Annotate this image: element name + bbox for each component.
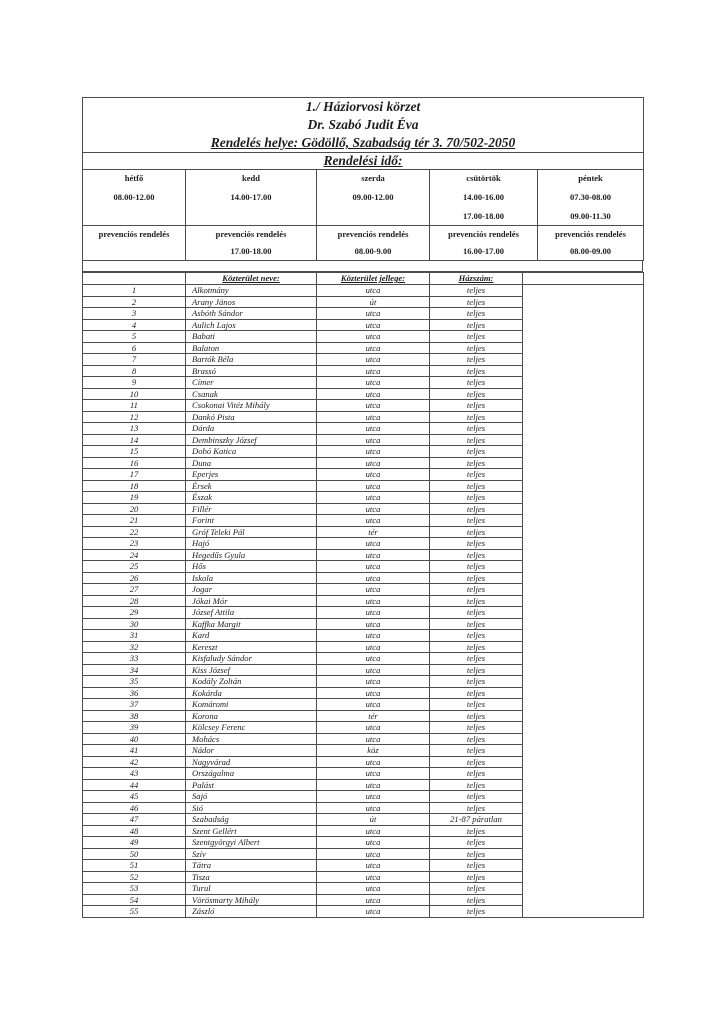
day-time-2 xyxy=(83,211,185,221)
street-type: utca xyxy=(317,860,430,872)
street-row-number: 21 xyxy=(83,515,186,527)
day-time-2: 17.00-18.00 xyxy=(462,211,505,221)
street-housenumber: teljes xyxy=(430,618,523,630)
street-name: Turul xyxy=(186,883,317,895)
street-type: utca xyxy=(317,503,430,515)
prevention-label: prevenciós rendelés xyxy=(448,229,519,239)
street-type: utca xyxy=(317,825,430,837)
street-name: Babati xyxy=(186,331,317,343)
street-type: utca xyxy=(317,411,430,423)
street-housenumber: teljes xyxy=(430,354,523,366)
street-housenumber: teljes xyxy=(430,561,523,573)
day-time-2: 09.00-11.30 xyxy=(570,211,611,221)
street-name: Iskola xyxy=(186,572,317,584)
street-type: utca xyxy=(317,331,430,343)
street-row-number: 42 xyxy=(83,756,186,768)
street-type: utca xyxy=(317,446,430,458)
prevention-cell-monday xyxy=(83,226,186,261)
street-name: Aulich Lajos xyxy=(186,319,317,331)
street-housenumber: teljes xyxy=(430,848,523,860)
street-housenumber: teljes xyxy=(430,296,523,308)
street-housenumber: teljes xyxy=(430,779,523,791)
day-times-row xyxy=(83,170,644,226)
street-housenumber: teljes xyxy=(430,676,523,688)
street-row-number: 46 xyxy=(83,802,186,814)
prevention-time: 08.00-09.00 xyxy=(569,246,612,256)
street-type: utca xyxy=(317,618,430,630)
street-row-number: 15 xyxy=(83,446,186,458)
street-name: Kodály Zoltán xyxy=(186,676,317,688)
street-row-number: 35 xyxy=(83,676,186,688)
street-housenumber: teljes xyxy=(430,906,523,918)
street-type: utca xyxy=(317,607,430,619)
street-name: Csanak xyxy=(186,388,317,400)
street-row-number: 52 xyxy=(83,871,186,883)
schedule-title: Rendelési idő: xyxy=(323,153,403,168)
street-type: utca xyxy=(317,894,430,906)
street-housenumber: teljes xyxy=(430,549,523,561)
street-name: Forint xyxy=(186,515,317,527)
street-type: utca xyxy=(317,722,430,734)
prevention-label: prevenciós rendelés xyxy=(215,229,287,239)
street-type: utca xyxy=(317,779,430,791)
prevention-label: prevenciós rendelés xyxy=(98,229,170,239)
street-row-number: 12 xyxy=(83,411,186,423)
street-row-number: 43 xyxy=(83,768,186,780)
street-name: Komáromi xyxy=(186,699,317,711)
street-housenumber: teljes xyxy=(430,768,523,780)
street-row-number: 30 xyxy=(83,618,186,630)
street-type: utca xyxy=(317,319,430,331)
street-name: Eperjes xyxy=(186,469,317,481)
street-row-number: 11 xyxy=(83,400,186,412)
schedule-title-cell xyxy=(83,153,644,170)
empty-side-cell xyxy=(523,285,644,918)
street-row-number: 44 xyxy=(83,779,186,791)
street-type: utca xyxy=(317,848,430,860)
street-row-number: 17 xyxy=(83,469,186,481)
street-row-number: 5 xyxy=(83,331,186,343)
street-row-number: 45 xyxy=(83,791,186,803)
schedule-title-row xyxy=(83,153,644,170)
street-housenumber: teljes xyxy=(430,653,523,665)
street-name: Kereszt xyxy=(186,641,317,653)
district-title: 1./ Háziorvosi körzet xyxy=(305,99,421,114)
street-row-number: 41 xyxy=(83,745,186,757)
day-time-1: 14.00-16.00 xyxy=(462,192,505,202)
street-name: Országalma xyxy=(186,768,317,780)
street-housenumber: teljes xyxy=(430,423,523,435)
street-housenumber: teljes xyxy=(430,515,523,527)
day-name: kedd xyxy=(242,173,260,183)
street-type: utca xyxy=(317,492,430,504)
street-name: Dárda xyxy=(186,423,317,435)
street-type: utca xyxy=(317,733,430,745)
street-row-number: 49 xyxy=(83,837,186,849)
street-type: köz xyxy=(317,745,430,757)
header-row xyxy=(83,98,644,153)
street-row-number: 9 xyxy=(83,377,186,389)
street-housenumber: teljes xyxy=(430,883,523,895)
street-row-number: 36 xyxy=(83,687,186,699)
street-type: utca xyxy=(317,457,430,469)
office-address: Rendelés helye: Gödöllő, Szabadság tér 3. 70/502-2050 xyxy=(210,135,516,150)
day-cell-thursday xyxy=(430,170,538,226)
day-cell-monday xyxy=(83,170,186,226)
street-row-number: 28 xyxy=(83,595,186,607)
street-name: Arany János xyxy=(186,296,317,308)
street-name: Hajó xyxy=(186,538,317,550)
street-name: Szent Gellért xyxy=(186,825,317,837)
district-document xyxy=(82,97,643,918)
street-name: Bartók Béla xyxy=(186,354,317,366)
street-type: utca xyxy=(317,423,430,435)
street-header-housenumber: Házszám: xyxy=(430,273,523,285)
street-housenumber: teljes xyxy=(430,526,523,538)
street-housenumber: teljes xyxy=(430,871,523,883)
street-housenumber: teljes xyxy=(430,802,523,814)
street-type: utca xyxy=(317,630,430,642)
street-name: Kölcsey Ferenc xyxy=(186,722,317,734)
street-row-number: 14 xyxy=(83,434,186,446)
day-cell-friday xyxy=(538,170,644,226)
street-name: Gróf Teleki Pál xyxy=(186,526,317,538)
street-housenumber: teljes xyxy=(430,687,523,699)
street-type: tér xyxy=(317,710,430,722)
prevention-cell-thursday xyxy=(430,226,538,261)
header-cell xyxy=(83,98,644,153)
street-housenumber: teljes xyxy=(430,503,523,515)
day-name: szerda xyxy=(361,173,385,183)
street-type: utca xyxy=(317,595,430,607)
street-name: Szív xyxy=(186,848,317,860)
street-type: utca xyxy=(317,572,430,584)
street-name: Vörösmarty Mihály xyxy=(186,894,317,906)
street-name: Dankó Pista xyxy=(186,411,317,423)
street-type: út xyxy=(317,814,430,826)
street-housenumber: teljes xyxy=(430,365,523,377)
prevention-time xyxy=(83,246,185,256)
street-housenumber: teljes xyxy=(430,308,523,320)
street-row-number: 6 xyxy=(83,342,186,354)
street-housenumber: teljes xyxy=(430,538,523,550)
street-housenumber: teljes xyxy=(430,837,523,849)
street-row-number: 1 xyxy=(83,285,186,297)
street-housenumber: teljes xyxy=(430,722,523,734)
street-housenumber: teljes xyxy=(430,434,523,446)
street-type: utca xyxy=(317,653,430,665)
street-type: tér xyxy=(317,526,430,538)
street-type: utca xyxy=(317,802,430,814)
street-type: utca xyxy=(317,791,430,803)
street-type: utca xyxy=(317,377,430,389)
street-name: Jókai Mór xyxy=(186,595,317,607)
street-type: utca xyxy=(317,515,430,527)
street-row-number: 55 xyxy=(83,906,186,918)
street-row-number: 8 xyxy=(83,365,186,377)
street-name: Mohács xyxy=(186,733,317,745)
street-name: Tisza xyxy=(186,871,317,883)
prevention-cell-friday xyxy=(538,226,644,261)
street-type: utca xyxy=(317,308,430,320)
street-type: utca xyxy=(317,837,430,849)
street-type: utca xyxy=(317,354,430,366)
street-type: utca xyxy=(317,342,430,354)
street-row-number: 23 xyxy=(83,538,186,550)
street-housenumber: teljes xyxy=(430,630,523,642)
street-row-number: 20 xyxy=(83,503,186,515)
street-type: út xyxy=(317,296,430,308)
street-type: utca xyxy=(317,699,430,711)
street-row-number: 27 xyxy=(83,584,186,596)
day-time-1: 08.00-12.00 xyxy=(113,192,155,202)
street-type: utca xyxy=(317,434,430,446)
street-row-number: 39 xyxy=(83,722,186,734)
street-housenumber: teljes xyxy=(430,894,523,906)
street-housenumber: teljes xyxy=(430,400,523,412)
street-type: utca xyxy=(317,871,430,883)
street-row-number: 38 xyxy=(83,710,186,722)
street-type: utca xyxy=(317,664,430,676)
street-type: utca xyxy=(317,768,430,780)
street-name: Sió xyxy=(186,802,317,814)
street-row-number: 2 xyxy=(83,296,186,308)
street-housenumber: teljes xyxy=(430,607,523,619)
prevention-time: 16.00-17.00 xyxy=(462,246,505,256)
prevention-row xyxy=(83,226,644,261)
street-housenumber: teljes xyxy=(430,860,523,872)
street-name: Hős xyxy=(186,561,317,573)
street-housenumber: teljes xyxy=(430,331,523,343)
street-register-table xyxy=(82,272,644,918)
street-name: Dembinszky József xyxy=(186,434,317,446)
street-row-number: 48 xyxy=(83,825,186,837)
street-name: Szabadság xyxy=(186,814,317,826)
street-name: Brassó xyxy=(186,365,317,377)
street-row-number: 24 xyxy=(83,549,186,561)
street-type: utca xyxy=(317,480,430,492)
street-row xyxy=(83,285,644,297)
street-name: Kaffka Margit xyxy=(186,618,317,630)
street-row-number: 53 xyxy=(83,883,186,895)
street-name: Tátra xyxy=(186,860,317,872)
street-housenumber: teljes xyxy=(430,595,523,607)
day-name: péntek xyxy=(578,173,603,183)
street-housenumber: teljes xyxy=(430,825,523,837)
street-housenumber: 21-87 páratlan xyxy=(430,814,523,826)
street-name: Kiss József xyxy=(186,664,317,676)
street-name: Dobó Katica xyxy=(186,446,317,458)
street-housenumber: teljes xyxy=(430,572,523,584)
prevention-label: prevenciós rendelés xyxy=(337,229,409,239)
street-housenumber: teljes xyxy=(430,699,523,711)
street-housenumber: teljes xyxy=(430,584,523,596)
street-name: Palást xyxy=(186,779,317,791)
prevention-time: 08.00-9.00 xyxy=(354,246,392,256)
day-time-1: 09.00-12.00 xyxy=(352,192,394,202)
day-cell-tuesday xyxy=(186,170,317,226)
street-name: Jogar xyxy=(186,584,317,596)
street-row-number: 10 xyxy=(83,388,186,400)
street-housenumber: teljes xyxy=(430,664,523,676)
street-name: Szentgyörgyi Albert xyxy=(186,837,317,849)
street-name: Duna xyxy=(186,457,317,469)
street-type: utca xyxy=(317,687,430,699)
day-time-1: 14.00-17.00 xyxy=(230,192,272,202)
doctor-name: Dr. Szabó Judit Éva xyxy=(307,117,419,132)
street-header-number-blank xyxy=(83,273,186,285)
street-row-number: 34 xyxy=(83,664,186,676)
street-row-number: 4 xyxy=(83,319,186,331)
street-housenumber: teljes xyxy=(430,285,523,297)
street-housenumber: teljes xyxy=(430,745,523,757)
street-name: Kokárda xyxy=(186,687,317,699)
street-name: Nádor xyxy=(186,745,317,757)
street-name: Csokonai Vitéz Mihály xyxy=(186,400,317,412)
street-row-number: 7 xyxy=(83,354,186,366)
street-row-number: 54 xyxy=(83,894,186,906)
street-type: utca xyxy=(317,365,430,377)
street-housenumber: teljes xyxy=(430,411,523,423)
prevention-cell-wednesday xyxy=(317,226,430,261)
prevention-cell-tuesday xyxy=(186,226,317,261)
street-type: utca xyxy=(317,883,430,895)
street-housenumber: teljes xyxy=(430,457,523,469)
street-type: utca xyxy=(317,756,430,768)
street-row-number: 26 xyxy=(83,572,186,584)
street-name: Korona xyxy=(186,710,317,722)
street-housenumber: teljes xyxy=(430,388,523,400)
street-name: Balaton xyxy=(186,342,317,354)
street-header-type: Közterület jellege: xyxy=(317,273,430,285)
street-name: Észak xyxy=(186,492,317,504)
street-name: Érsek xyxy=(186,480,317,492)
day-name: csütörtök xyxy=(466,173,501,183)
street-row-number: 18 xyxy=(83,480,186,492)
street-housenumber: teljes xyxy=(430,480,523,492)
street-type: utca xyxy=(317,549,430,561)
schedule-table xyxy=(82,97,644,261)
street-header-row xyxy=(83,273,644,285)
street-row-number: 32 xyxy=(83,641,186,653)
street-housenumber: teljes xyxy=(430,733,523,745)
street-type: utca xyxy=(317,388,430,400)
street-housenumber: teljes xyxy=(430,377,523,389)
day-time-2 xyxy=(186,211,316,221)
street-name: József Attila xyxy=(186,607,317,619)
prevention-label: prevenciós rendelés xyxy=(555,229,626,239)
street-row-number: 51 xyxy=(83,860,186,872)
street-name: Nagyvárad xyxy=(186,756,317,768)
street-housenumber: teljes xyxy=(430,469,523,481)
day-time-1: 07.30-08.00 xyxy=(569,192,612,202)
street-type: utca xyxy=(317,561,430,573)
street-housenumber: teljes xyxy=(430,641,523,653)
street-type: utca xyxy=(317,584,430,596)
street-row-number: 31 xyxy=(83,630,186,642)
street-type: utca xyxy=(317,676,430,688)
day-cell-wednesday xyxy=(317,170,430,226)
street-name: Asbóth Sándor xyxy=(186,308,317,320)
street-name: Kard xyxy=(186,630,317,642)
street-name: Alkotmány xyxy=(186,285,317,297)
day-name: hétfő xyxy=(124,173,144,183)
street-row-number: 29 xyxy=(83,607,186,619)
street-row-number: 3 xyxy=(83,308,186,320)
street-name: Hegedűs Gyula xyxy=(186,549,317,561)
street-row-number: 40 xyxy=(83,733,186,745)
street-header-name: Közterület neve: xyxy=(186,273,317,285)
street-row-number: 37 xyxy=(83,699,186,711)
street-type: utca xyxy=(317,400,430,412)
street-type: utca xyxy=(317,906,430,918)
separator-row xyxy=(82,261,643,272)
street-housenumber: teljes xyxy=(430,342,523,354)
street-name: Címer xyxy=(186,377,317,389)
street-housenumber: teljes xyxy=(430,710,523,722)
street-name: Fillér xyxy=(186,503,317,515)
street-header-empty xyxy=(523,273,644,285)
street-type: utca xyxy=(317,285,430,297)
street-row-number: 13 xyxy=(83,423,186,435)
street-type: utca xyxy=(317,641,430,653)
street-row-number: 25 xyxy=(83,561,186,573)
street-row-number: 33 xyxy=(83,653,186,665)
street-housenumber: teljes xyxy=(430,446,523,458)
street-type: utca xyxy=(317,538,430,550)
street-housenumber: teljes xyxy=(430,756,523,768)
street-housenumber: teljes xyxy=(430,791,523,803)
street-name: Sajó xyxy=(186,791,317,803)
street-housenumber: teljes xyxy=(430,492,523,504)
street-name: Zászló xyxy=(186,906,317,918)
street-row-number: 47 xyxy=(83,814,186,826)
day-time-2 xyxy=(317,211,429,221)
street-row-number: 50 xyxy=(83,848,186,860)
street-row-number: 16 xyxy=(83,457,186,469)
street-housenumber: teljes xyxy=(430,319,523,331)
street-type: utca xyxy=(317,469,430,481)
street-row-number: 22 xyxy=(83,526,186,538)
street-name: Kisfaludy Sándor xyxy=(186,653,317,665)
prevention-time: 17.00-18.00 xyxy=(230,246,272,256)
street-row-number: 19 xyxy=(83,492,186,504)
